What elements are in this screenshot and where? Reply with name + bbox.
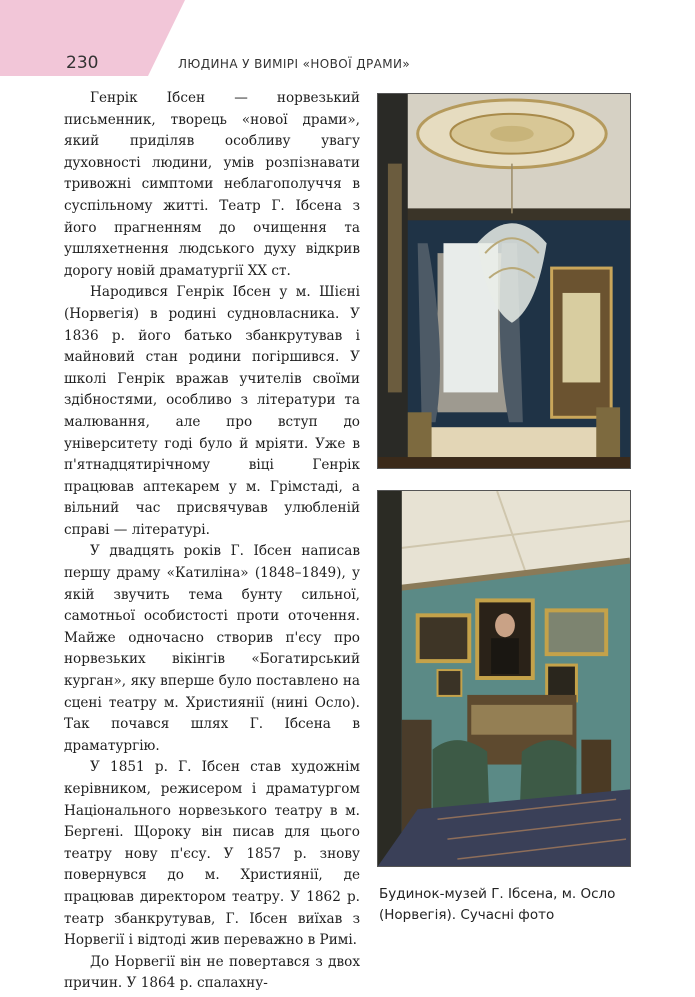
running-title: ЛЮДИНА У ВИМІРІ «НОВОЇ ДРАМИ» (178, 57, 411, 71)
dining-room-illustration (378, 94, 630, 468)
paragraph: До Норвегії він не повертався з двох причин. У 1864 р. спалахну- (64, 953, 360, 992)
salon-illustration (378, 491, 630, 866)
figure-caption: Будинок-музей Г. Ібсена, м. Осло (Норвегія). Сучасні фото (379, 886, 616, 923)
paragraph: Народився Генрік Ібсен у м. Шієні (Норвегія) в родині судновласника. У 1836 р. його батько збанкрутував і майновий стан родини погіршився. У школі Генрік вражав учителів своїми здібностями, особливо з літератури та малювання, але про вступ до університету годі було й мріяти. Уже в п'ятнадцятирічному віці Генрік працював аптекарем у м. Грімстаді, а вільний час присвячував улюбленій справі — літературі. (64, 284, 360, 538)
paragraph: Генрік Ібсен — норвезький письменник, творець «нової драми», який приділяв особливу увагу духовності людини, умів розпізнавати тривожні симптоми неблагополуччя в суспільному житті. Театр Г. Ібсена з його прагненням до очищення та ушляхетнення людського духу відкрив дорогу новій драматургії XX ст. (64, 90, 360, 279)
salon-photo (377, 490, 631, 867)
paragraph: У 1851 р. Г. Ібсен став художнім керівником, режисером і драматургом Національного норвезького театру в м. Бергені. Щороку він писав для цього театру нову п'єсу. У 1857 р. знову повернувся до м. Християнії, де працював директором театру. У 1862 р. театр збанкрутував, Г. Ібсен виїхав з Норвегії і відтоді жив переважно в Римі. (64, 759, 360, 949)
page-number: 230 (66, 53, 99, 73)
paragraph: У двадцять років Г. Ібсен написав першу драму «Катиліна» (1848–1849), у якій звучить тема бунту сильної, самотньої особистості проти оточення. Майже одночасно створив п'єсу про норвезьких вікінгів «Богатирський курган», яку вперше було поставлено на сцені театру м. Християнії (нині Осло). Так почався шлях Г. Ібсена в драматургію. (64, 543, 360, 754)
article-text (64, 88, 360, 995)
dining-room-photo (377, 93, 631, 469)
